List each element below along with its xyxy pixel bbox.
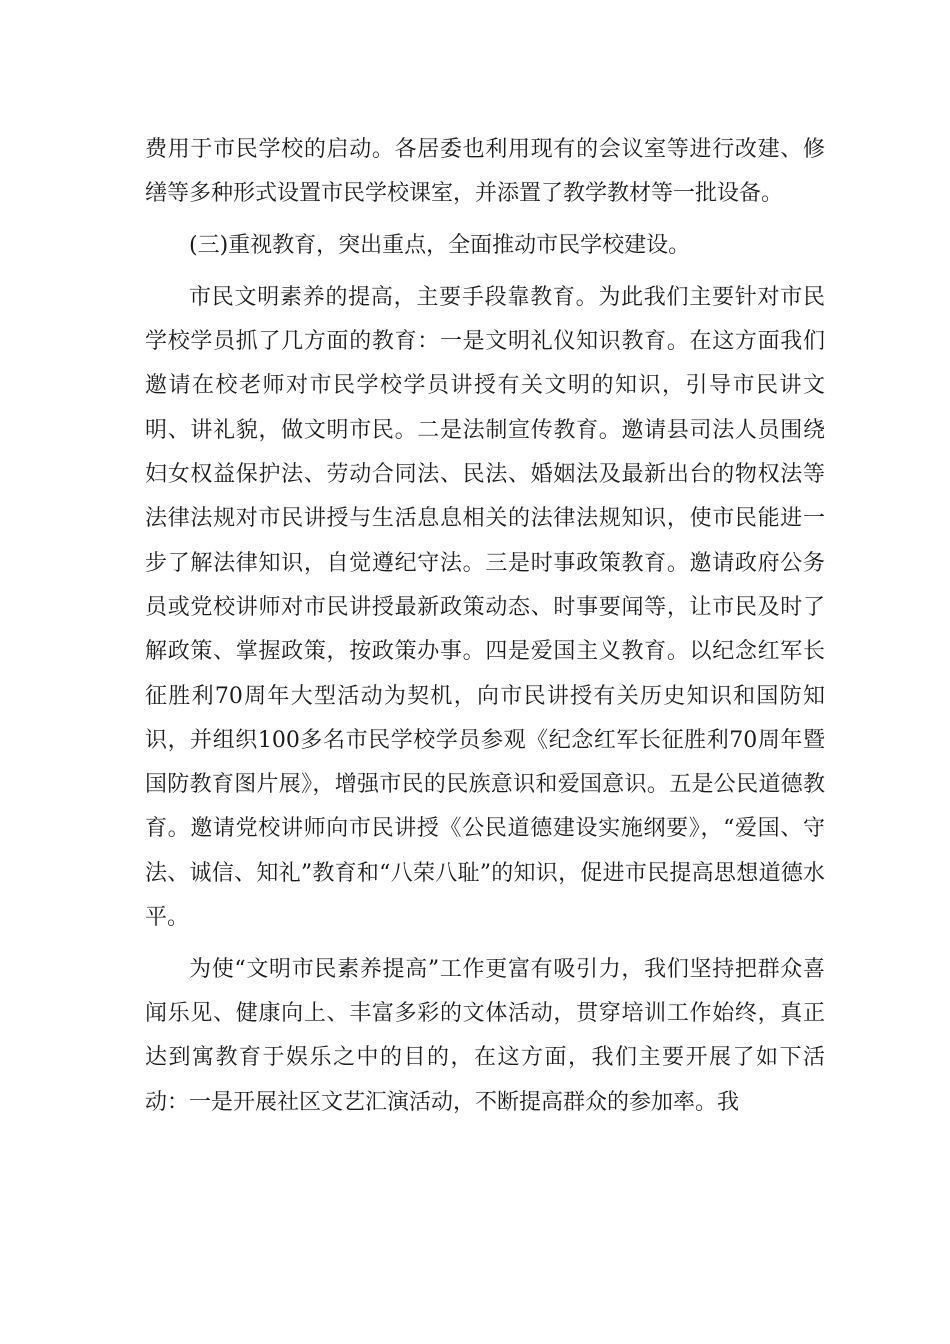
paragraph-activities: 为使“文明市民素养提高”工作更富有吸引力，我们坚持把群众喜闻乐见、健康向上、丰富多彩的文体活动，贯穿培训工作始终，真正达到寓教育于娱乐之中的目的，在这方面，我们主要开展了如下活动：一是开展社区文艺汇演活动，不断提高群众的参加率。我 bbox=[145, 956, 825, 1115]
section-heading: (三)重视教育，突出重点，全面推动市民学校建设。 bbox=[189, 233, 691, 259]
document-body bbox=[145, 128, 825, 1133]
paragraph-education: 市民文明素养的提高，主要手段靠教育。为此我们主要针对市民学校学员抓了几方面的教育：一是文明礼仪知识教育。在这方面我们邀请在校老师对市民学校学员讲授有关文明的知识，引导市民讲文明、讲礼貌，做文明市民。二是法制宣传教育。邀请县司法人员围绕妇女权益保护法、劳动合同法、民法、婚姻法及最新出台的物权法等法律法规对市民讲授与生活息息相关的法律法规知识，使市民能进一步了解法律知识，自觉遵纪守法。三是时事政策教育。邀请政府公务员或党校讲师对市民讲授最新政策动态、时事要闻等，让市民及时了解政策、掌握政策，按政策办事。四是爱国主义教育。以纪念红军长征胜利70周年大型活动为契机，向市民讲授有关历史知识和国防知识，并组织100多名市民学校学员参观《纪念红军长征胜利70周年暨国防教育图片展》，增强市民的民族意识和爱国意识。五是公民道德教育。邀请党校讲师向市民讲授《公民道德建设实施纲要》，“爱国、守法、诚信、知礼”教育和“八荣八耻”的知识，促进市民提高思想道德水平。 bbox=[145, 284, 825, 931]
paragraph-continuation: 费用于市民学校的启动。各居委也利用现有的会议室等进行改建、修缮等多种形式设置市民学校课室，并添置了教学教材等一批设备。 bbox=[145, 137, 825, 207]
